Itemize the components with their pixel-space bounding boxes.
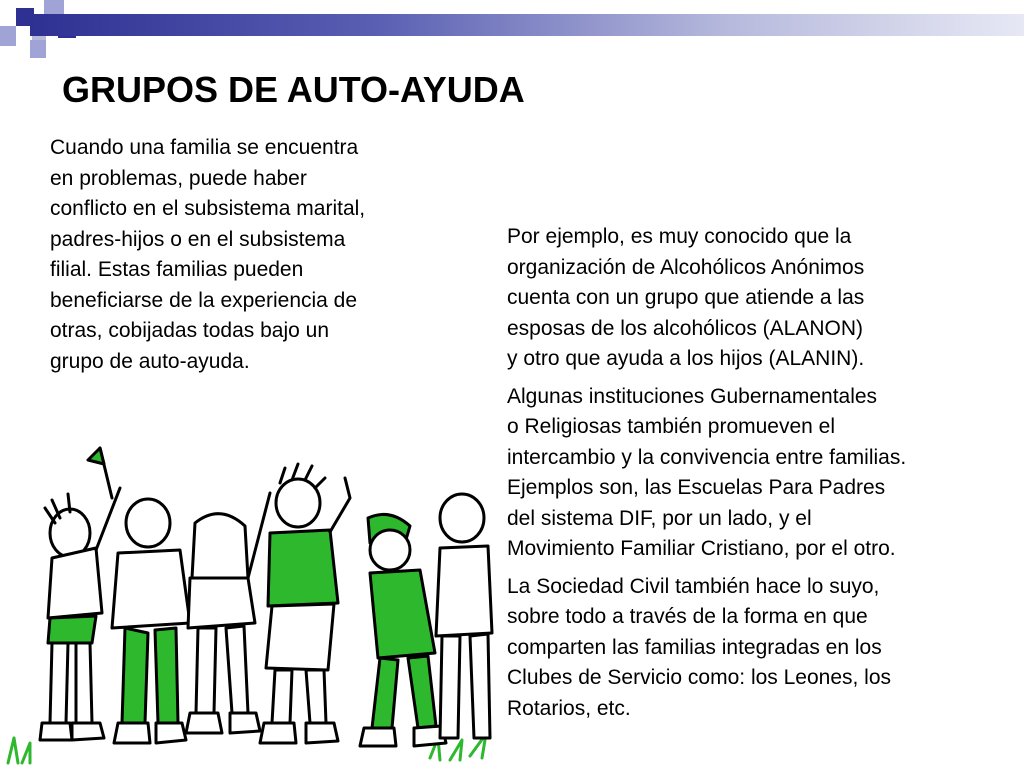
right-paragraph: La Sociedad Civil también hace lo suyo, sobre todo a través de la forma en que comparten las familias integradas en los Clubes de Servicio como: los Leones, los Rotarios, etc. [507, 574, 892, 720]
corner-square-light [30, 40, 46, 58]
corner-square-light [0, 26, 16, 46]
right-paragraph: Algunas instituciones Gubernamentales o Religiosas también promueven el intercambio y la convivencia entre familias. Ejemplos son, las Escuelas Para Padres del sistema DIF, por un lado, y el Movimiento Familiar Cristiano, por el otro. [507, 384, 907, 560]
right-paragraph: Por ejemplo, es muy conocido que la organización de Alcohólicos Anónimos cuenta con un grupo que atiende a las esposas de los alcohólicos (ALANON) y otro que ayuda a los hijos (ALANIN). [507, 225, 865, 370]
slide-title: GRUPOS DE AUTO-AYUDA [62, 69, 525, 110]
header-rule [30, 14, 1024, 36]
left-paragraph: Cuando una familia se encuentra en problemas, puede haber conflicto en el subsistema marital, padres-hijos o en el subsistema filial. Estas familias pueden beneficiarse de la experiencia de otras, cobijadas todas bajo un grupo de auto-ayuda. [50, 136, 366, 373]
right-column [507, 222, 1012, 731]
children-group-clipart-icon [0, 438, 500, 768]
